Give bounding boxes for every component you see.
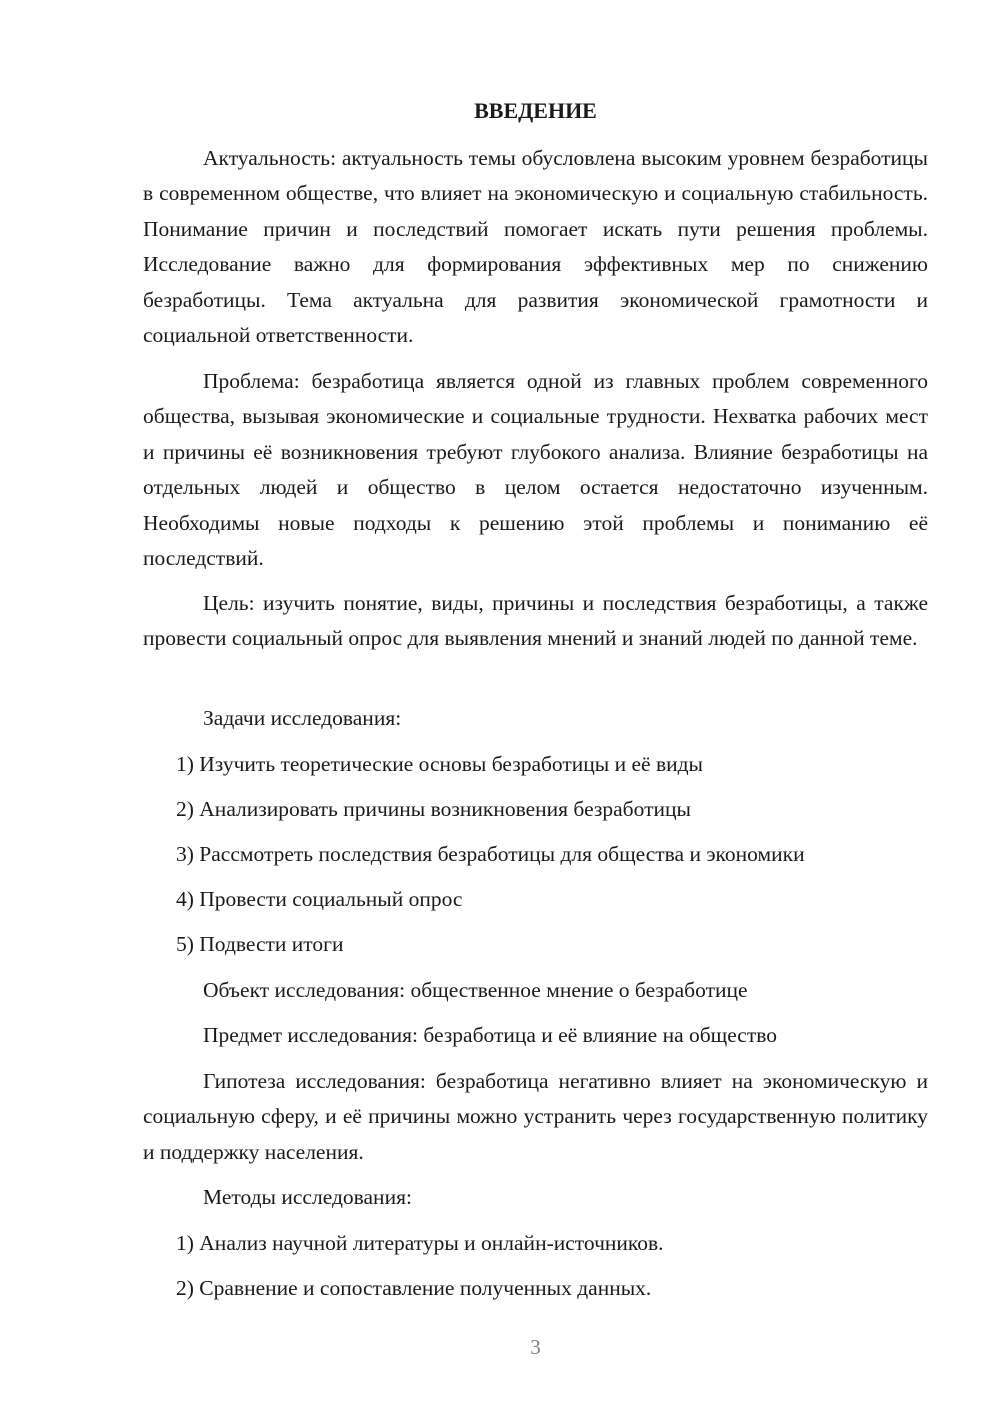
methods-heading: Методы исследования: xyxy=(203,1185,412,1209)
task-item: 2) Анализировать причины возникновения безработицы xyxy=(176,797,691,821)
research-object: Объект исследования: общественное мнение о безработице xyxy=(203,978,748,1002)
task-item: 3) Рассмотреть последствия безработицы для общества и экономики xyxy=(176,842,805,866)
page-title: ВВЕДЕНИЕ xyxy=(474,98,597,123)
tasks-heading: Задачи исследования: xyxy=(203,706,402,730)
hypothesis-paragraph: Гипотеза исследования: безработица негативно влияет на экономическую и социальную сферу, и её причины можно устранить через государственную политику и поддержку населения. xyxy=(143,1069,928,1164)
task-item: 1) Изучить теоретические основы безработицы и её виды xyxy=(176,752,704,776)
task-item: 5) Подвести итоги xyxy=(176,932,344,956)
problem-paragraph: Проблема: безработица является одной из главных проблем современного общества, вызывая экономические и социальные трудности. Нехватка рабочих мест и причины её возникновения требуют глубокого анализа. Влияние безработицы на отдельных людей и общество в целом остается недостаточно изученным. Необходимы новые подходы к решению этой проблемы и пониманию её последствий. xyxy=(143,369,928,571)
research-subject: Предмет исследования: безработица и её влияние на общество xyxy=(203,1023,778,1047)
task-item: 4) Провести социальный опрос xyxy=(176,887,463,911)
method-item: 1) Анализ научной литературы и онлайн-источников. xyxy=(176,1231,664,1255)
document-page xyxy=(143,0,928,1414)
method-item: 2) Сравнение и сопоставление полученных данных. xyxy=(176,1276,652,1300)
goal-paragraph: Цель: изучить понятие, виды, причины и последствия безработицы, а также провести социальный опрос для выявления мнений и знаний людей по данной теме. xyxy=(143,591,928,651)
relevance-paragraph: Актуальность: актуальность темы обусловлена высоким уровнем безработицы в современном обществе, что влияет на экономическую и социальную стабильность. Понимание причин и последствий помогает искать пути решения проблемы. Исследование важно для формирования эффективных мер по снижению безработицы. Тема актуальна для развития экономической грамотности и социальной ответственности. xyxy=(143,146,928,348)
page-number: 3 xyxy=(530,1335,541,1359)
